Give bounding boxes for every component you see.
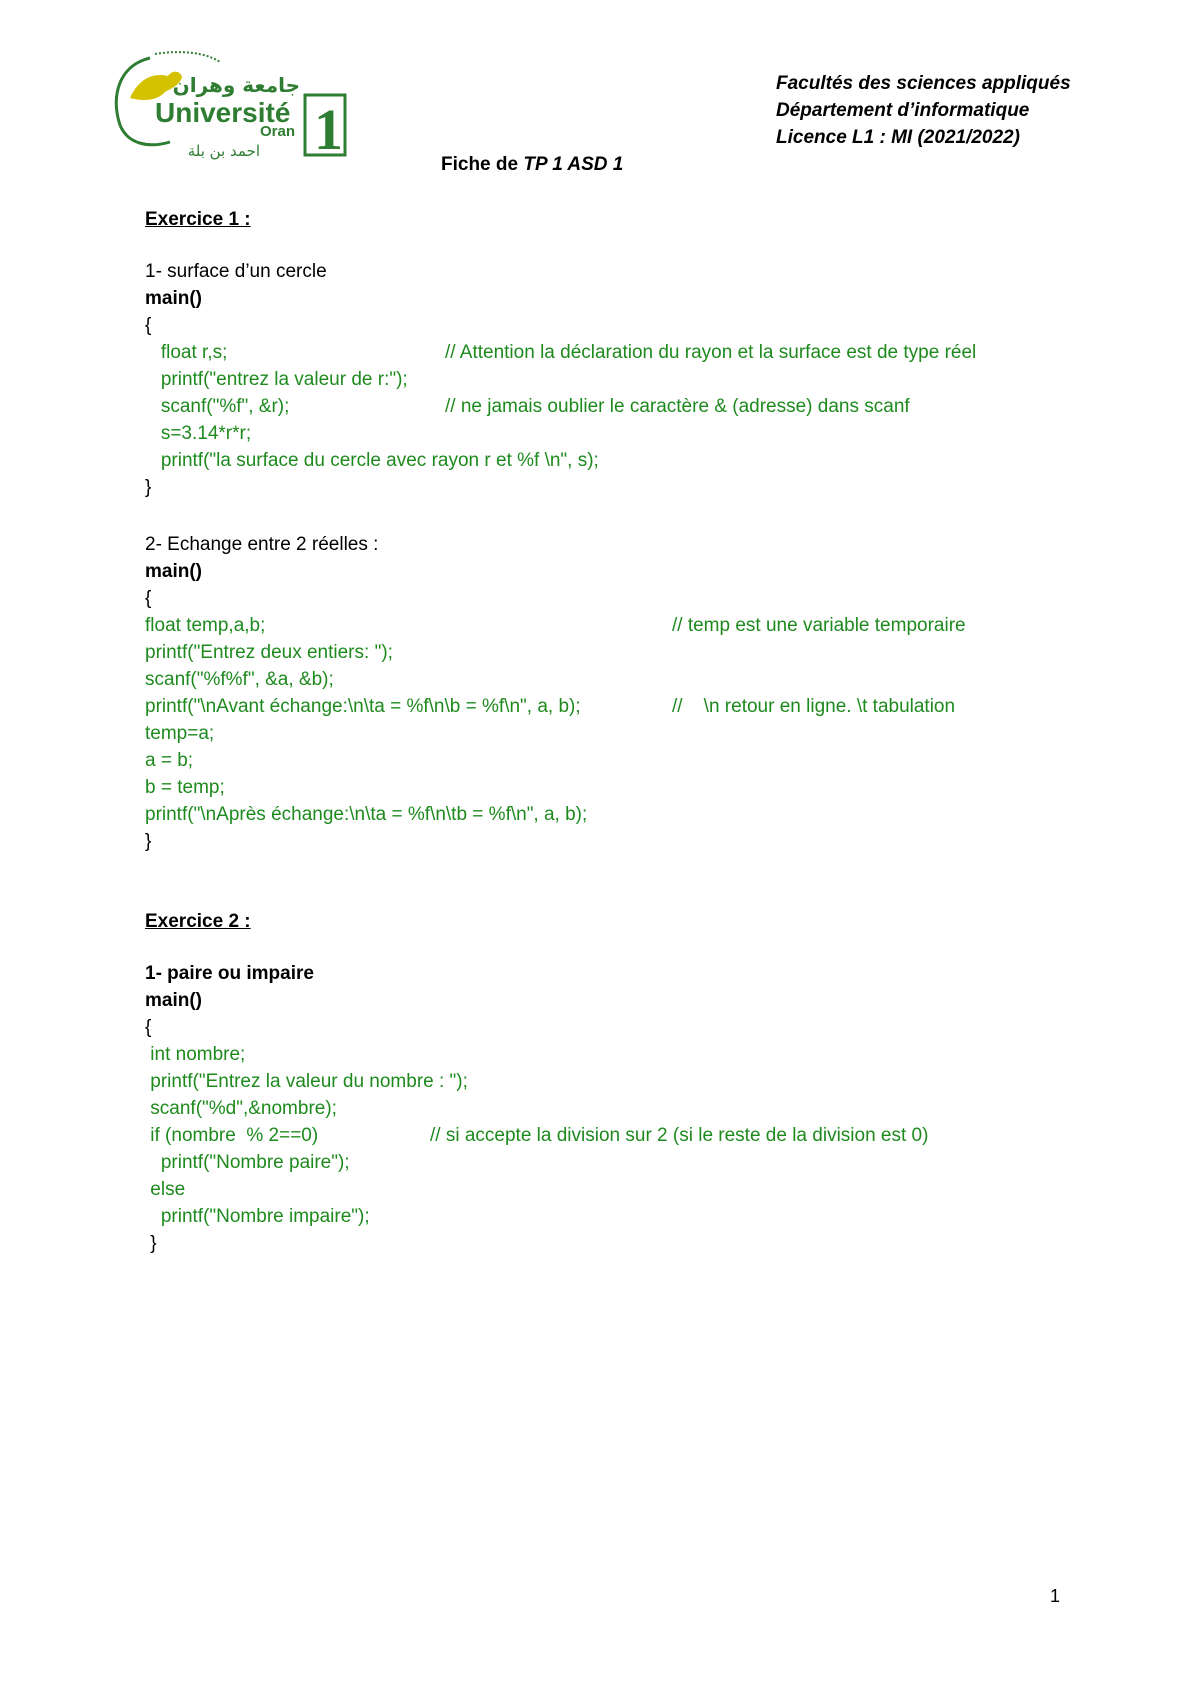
exercise1-part1-title: 1- surface d’un cercle [145, 261, 327, 282]
code-line: temp=a; [145, 723, 215, 744]
logo-arabic-top: جامعة وهران [172, 73, 300, 97]
code-line: printf("\nAprès échange:\n\ta = %f\n\tb = %f\n", a, b); [145, 804, 588, 825]
code-line: b = temp; [145, 777, 225, 798]
logo-number: 1 [314, 97, 343, 160]
code-line: s=3.14*r*r; [145, 423, 252, 444]
exercise2-heading: Exercice 2 : [145, 911, 251, 932]
document-title [441, 154, 623, 176]
code-comment: // Attention la déclaration du rayon et la surface est de type réel [445, 342, 977, 363]
code-line: printf("Entrez deux entiers: "); [145, 642, 393, 663]
code-line: printf("entrez la valeur de r:"); [145, 369, 408, 390]
code-comment: // \n retour en ligne. \t tabulation [672, 696, 956, 717]
code-line: printf("Entrez la valeur du nombre : "); [145, 1071, 468, 1092]
code-line: scanf("%d",&nombre); [145, 1098, 337, 1119]
logo-name: Université [155, 97, 291, 128]
code-line: else [145, 1179, 186, 1200]
code-line: } [145, 831, 152, 852]
code-line: main() [145, 990, 202, 1011]
code-line: printf("Nombre impaire"); [145, 1206, 370, 1227]
exercise2-part1-title: 1- paire ou impaire [145, 963, 314, 984]
code-line: printf("la surface du cercle avec rayon r et %f \n", s); [145, 450, 599, 471]
code-line: } [145, 477, 152, 498]
code-line: int nombre; [145, 1044, 246, 1065]
code-line: a = b; [145, 750, 194, 771]
code-line: scanf("%f%f", &a, &b); [145, 669, 334, 690]
code-line: if (nombre % 2==0) [145, 1125, 319, 1146]
code-line: main() [145, 561, 202, 582]
code-line: float r,s; [145, 342, 228, 363]
code-comment: // ne jamais oublier le caractère & (adresse) dans scanf [445, 396, 910, 417]
licence-line: Licence L1 : MI (2021/2022) [776, 127, 1020, 148]
department-name: Département d’informatique [776, 100, 1030, 121]
code-line: } [145, 1233, 157, 1254]
exercise1-heading: Exercice 1 : [145, 209, 251, 230]
code-comment: // temp est une variable temporaire [672, 615, 966, 636]
code-line: { [145, 315, 152, 336]
code-line: main() [145, 288, 202, 309]
code-comment: // si accepte la division sur 2 (si le reste de la division est 0) [430, 1125, 929, 1146]
code-line: { [145, 1017, 152, 1038]
code-line: { [145, 588, 152, 609]
logo-arabic-bottom: احمد بن بلة [187, 142, 260, 160]
code-line: printf("\nAvant échange:\n\ta = %f\n\b = %f\n", a, b); [145, 696, 581, 717]
logo-city: Oran [260, 123, 296, 140]
page-number: 1 [1050, 1586, 1061, 1606]
code-line: scanf("%f", &r); [145, 396, 290, 417]
title-prefix: Fiche de [441, 154, 524, 175]
code-line: float temp,a,b; [145, 615, 266, 636]
exercise1-part2-title: 2- Echange entre 2 réelles : [145, 534, 379, 555]
university-logo [110, 50, 350, 160]
code-line: printf("Nombre paire"); [145, 1152, 350, 1173]
faculty-name: Facultés des sciences appliqués [776, 73, 1071, 94]
title-italic: TP 1 ASD 1 [523, 154, 624, 175]
